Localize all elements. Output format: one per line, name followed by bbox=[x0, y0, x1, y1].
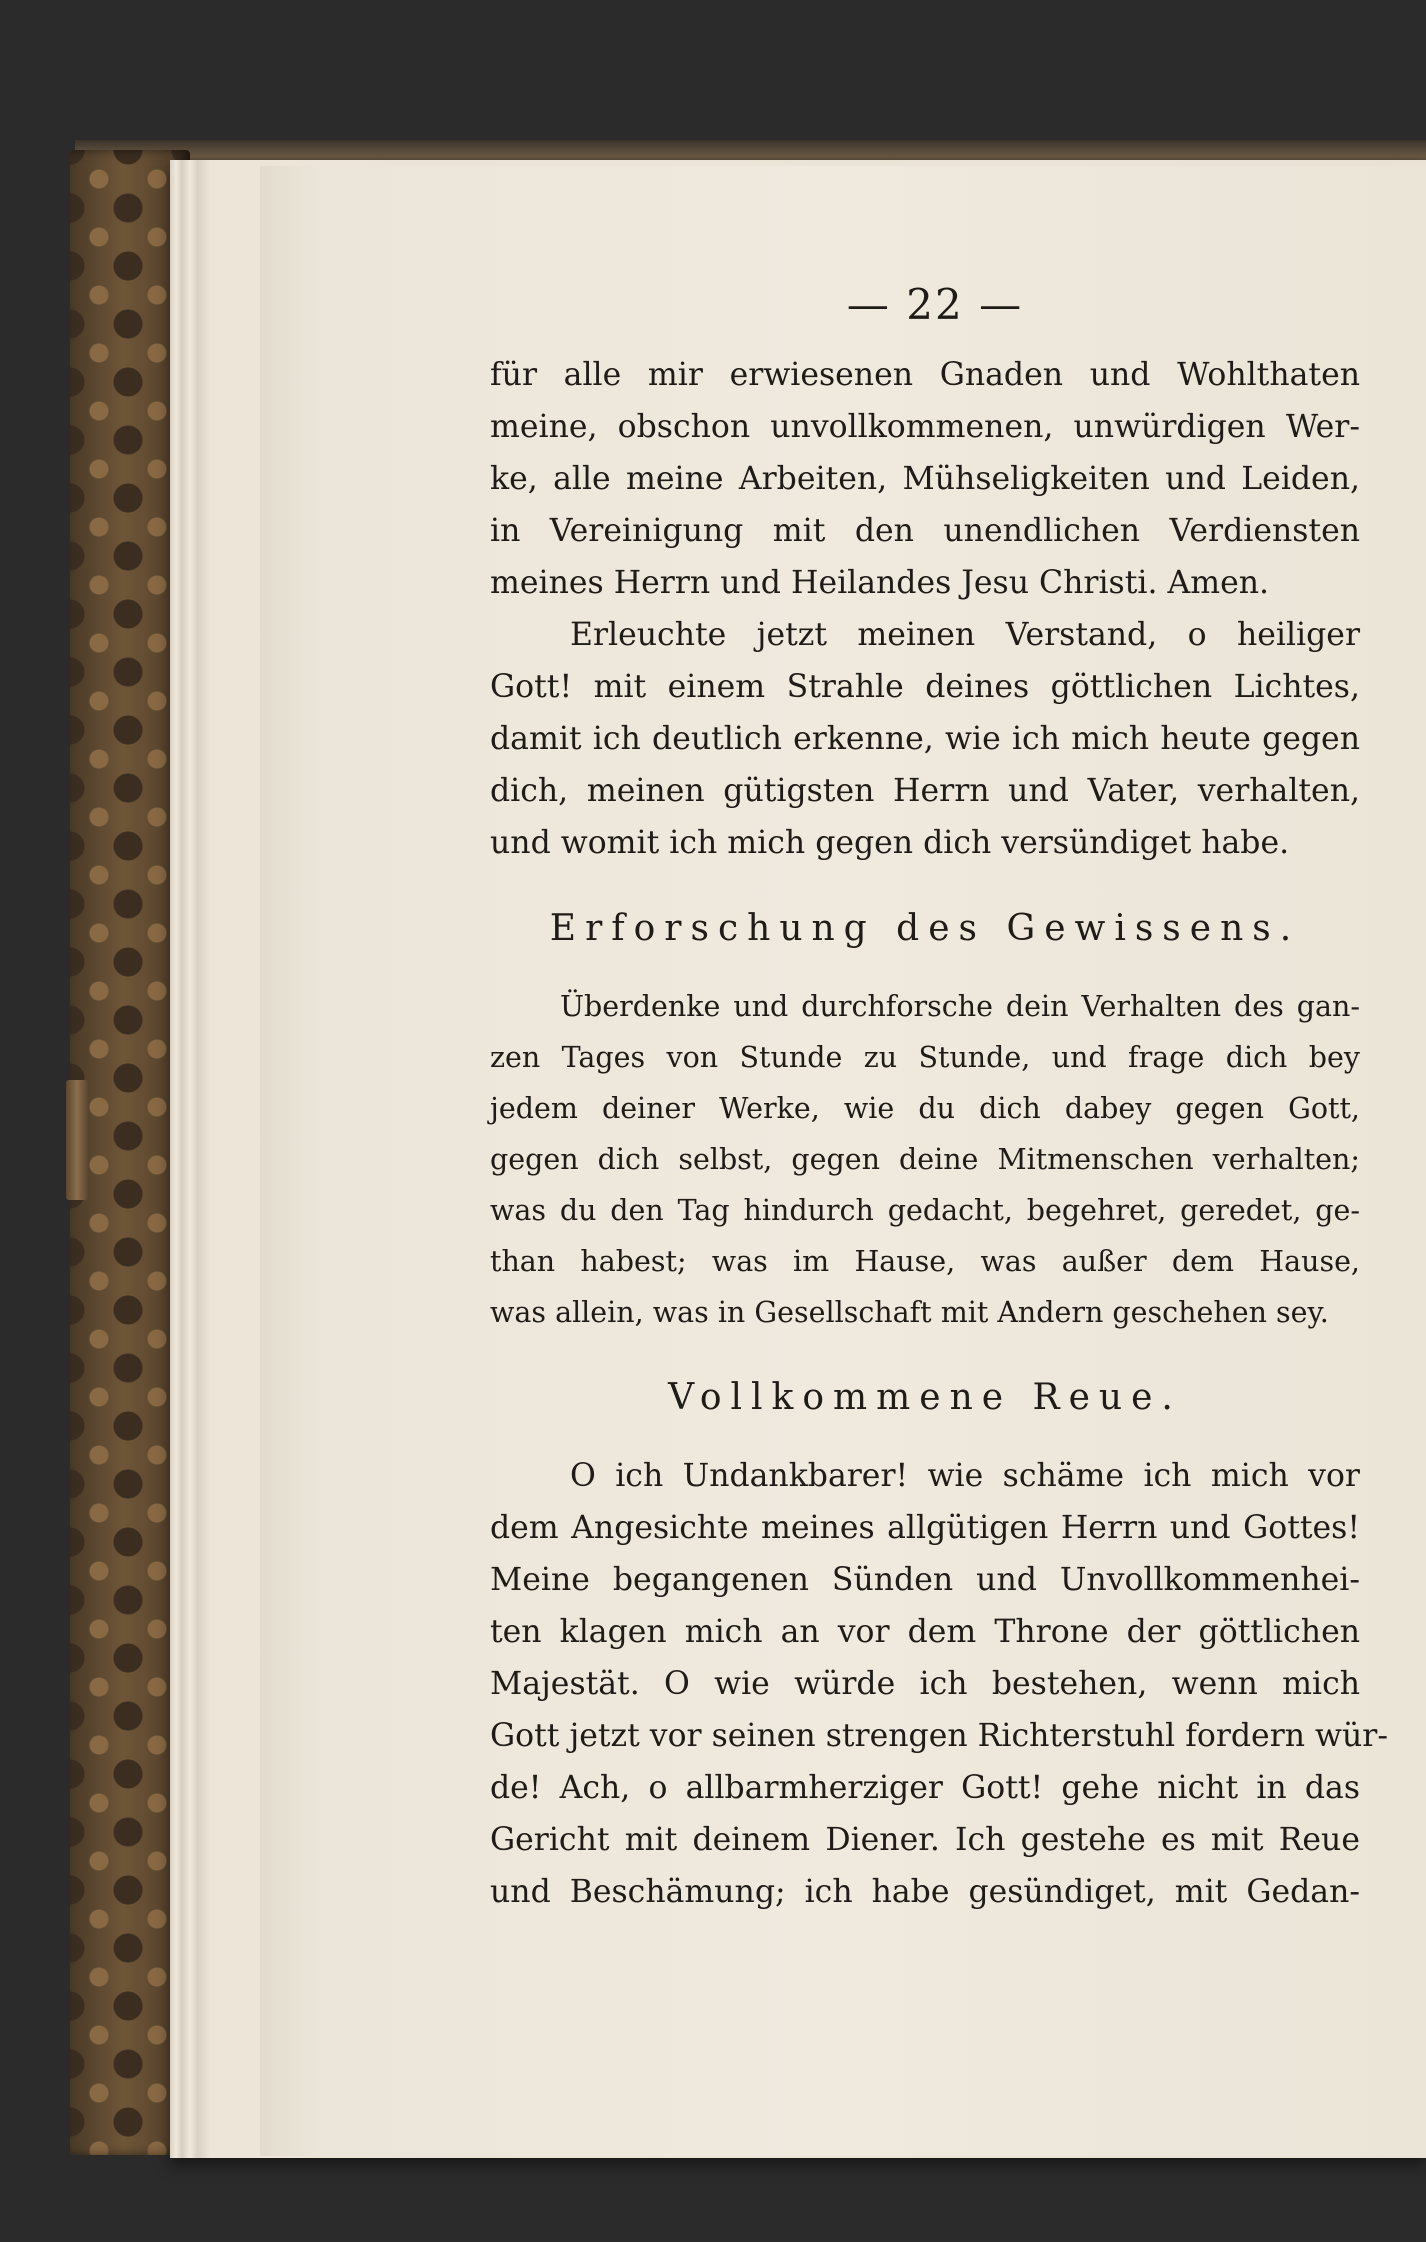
text-line: Meine begangenen Sünden und Unvollkommenhei- bbox=[490, 1562, 1360, 1598]
text-line: Erleuchte jetzt meinen Verstand, o heiliger bbox=[570, 617, 1360, 653]
text-line: Gott jetzt vor seinen strengen Richterstuhl fordern wür- bbox=[490, 1718, 1389, 1754]
text-line: Gott! mit einem Strahle deines göttlichen Lichtes, bbox=[490, 669, 1360, 705]
text-line: than habest; was im Hause, was außer dem Hause, bbox=[490, 1245, 1360, 1278]
text-line: Gericht mit deinem Diener. Ich gestehe es mit Reue bbox=[490, 1822, 1360, 1858]
text-line: de! Ach, o allbarmherziger Gott! gehe nicht in das bbox=[490, 1770, 1360, 1806]
text-line: gegen dich selbst, gegen deine Mitmenschen verhalten; bbox=[490, 1143, 1360, 1176]
text-line: was allein, was in Gesellschaft mit Andern geschehen sey. bbox=[490, 1296, 1329, 1329]
text-line: meine, obschon unvollkommenen, unwürdigen Wer- bbox=[490, 409, 1360, 445]
text-line: in Vereinigung mit den unendlichen Verdiensten bbox=[490, 513, 1360, 549]
text-line: damit ich deutlich erkenne, wie ich mich heute gegen bbox=[490, 721, 1360, 757]
book-clasp bbox=[66, 1080, 88, 1200]
text-line: Überdenke und durchforsche dein Verhalten des gan- bbox=[560, 990, 1360, 1023]
text-line: ke, alle meine Arbeiten, Mühseligkeiten und Leiden, bbox=[490, 461, 1360, 497]
paragraph-prayer-end bbox=[490, 349, 1360, 609]
paragraph-contrition bbox=[490, 1450, 1389, 1918]
text-line: ten klagen mich an vor dem Throne der göttlichen bbox=[490, 1614, 1360, 1650]
text-line: was du den Tag hindurch gedacht, begehret, geredet, ge- bbox=[490, 1194, 1360, 1227]
section-heading-examination: Erforschung des Gewissens. bbox=[549, 908, 1301, 949]
text-line: und Beschämung; ich habe gesündiget, mit Gedan- bbox=[490, 1874, 1360, 1910]
paragraph-enlighten bbox=[490, 609, 1360, 869]
text-line: dich, meinen gütigsten Herrn und Vater, verhalten, bbox=[490, 773, 1360, 809]
page-text-block bbox=[490, 280, 1389, 1918]
text-line: meines Herrn und Heilandes Jesu Christi. Amen. bbox=[490, 565, 1270, 601]
text-line: und womit ich mich gegen dich versündiget habe. bbox=[490, 825, 1290, 861]
page-number: — 22 — bbox=[846, 280, 1024, 329]
text-line: O ich Undankbarer! wie schäme ich mich vor bbox=[570, 1458, 1360, 1494]
paragraph-examination bbox=[490, 981, 1360, 1338]
section-heading-contrition: Vollkommene Reue. bbox=[668, 1377, 1182, 1418]
text-line: zen Tages von Stunde zu Stunde, und frage dich bey bbox=[490, 1041, 1360, 1074]
text-line: für alle mir erwiesenen Gnaden und Wohlthaten bbox=[490, 357, 1360, 393]
text-line: dem Angesichte meines allgütigen Herrn und Gottes! bbox=[490, 1510, 1360, 1546]
text-line: jedem deiner Werke, wie du dich dabey gegen Gott, bbox=[490, 1092, 1360, 1125]
text-line: Majestät. O wie würde ich bestehen, wenn mich bbox=[490, 1666, 1360, 1702]
